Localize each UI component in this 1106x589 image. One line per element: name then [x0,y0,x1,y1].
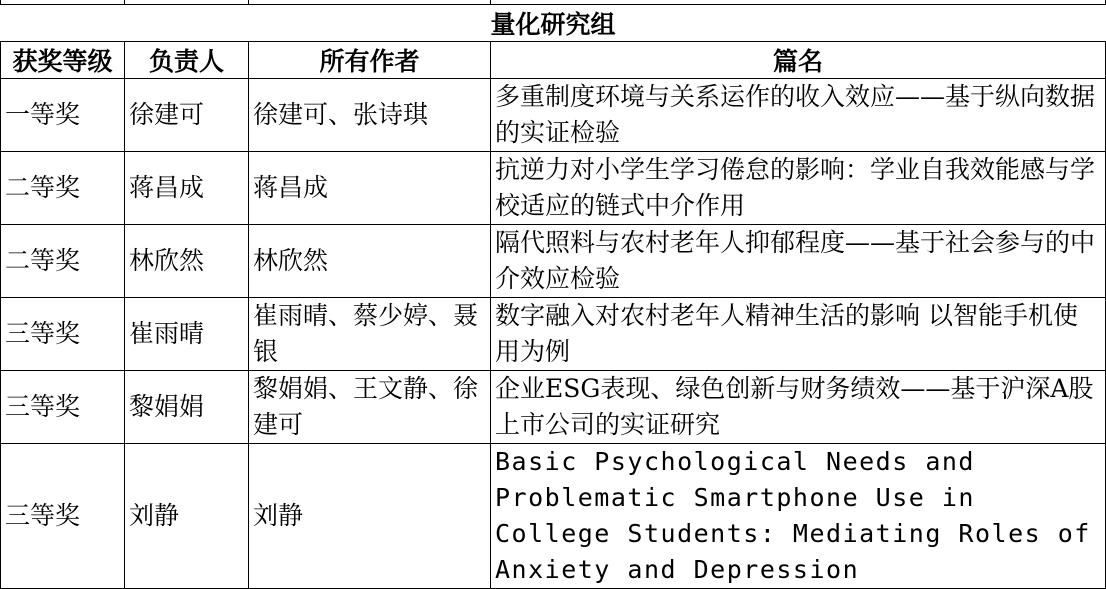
table-row [1,152,1106,225]
authors-cell: 林欣然 [249,225,491,298]
paper-title-cell: 多重制度环境与关系运作的收入效应——基于纵向数据的实证检验 [491,79,1106,152]
paper-title-cell: 抗逆力对小学生学习倦怠的影响：学业自我效能感与学校适应的链式中介作用 [491,152,1106,225]
authors-cell: 黎娟娟、王文静、徐建可 [249,371,491,444]
lead-cell: 徐建可 [125,79,249,152]
header-paper-title: 篇名 [491,42,1106,79]
table-row [1,225,1106,298]
paper-title-cell: 数字融入对农村老年人精神生活的影响 以智能手机使用为例 [491,298,1106,371]
table-row [1,79,1106,152]
table-row [1,444,1106,589]
group-title: 量化研究组 [1,5,1106,42]
award-level-cell: 一等奖 [1,79,125,152]
award-level-cell: 三等奖 [1,298,125,371]
lead-cell: 黎娟娟 [125,371,249,444]
award-level-cell: 三等奖 [1,371,125,444]
lead-cell: 崔雨晴 [125,298,249,371]
paper-title-cell: 隔代照料与农村老年人抑郁程度——基于社会参与的中介效应检验 [491,225,1106,298]
header-award-level: 获奖等级 [1,42,125,79]
authors-cell: 蒋昌成 [249,152,491,225]
paper-title-cell: Basic Psychological Needs and Problematic Smartphone Use in College Students: Mediating Roles of Anxiety and Depression [491,444,1106,589]
header-lead: 负责人 [125,42,249,79]
authors-cell: 崔雨晴、蔡少婷、聂银 [249,298,491,371]
lead-cell: 蒋昌成 [125,152,249,225]
paper-title-cell: 企业ESG表现、绿色创新与财务绩效——基于沪深A股上市公司的实证研究 [491,371,1106,444]
lead-cell: 刘静 [125,444,249,589]
group-title-row [1,5,1106,42]
award-level-cell: 二等奖 [1,152,125,225]
award-level-cell: 三等奖 [1,444,125,589]
authors-cell: 徐建可、张诗琪 [249,79,491,152]
table-row [1,371,1106,444]
header-row [1,42,1106,79]
award-level-cell: 二等奖 [1,225,125,298]
table-row [1,298,1106,371]
header-authors: 所有作者 [249,42,491,79]
lead-cell: 林欣然 [125,225,249,298]
authors-cell: 刘静 [249,444,491,589]
